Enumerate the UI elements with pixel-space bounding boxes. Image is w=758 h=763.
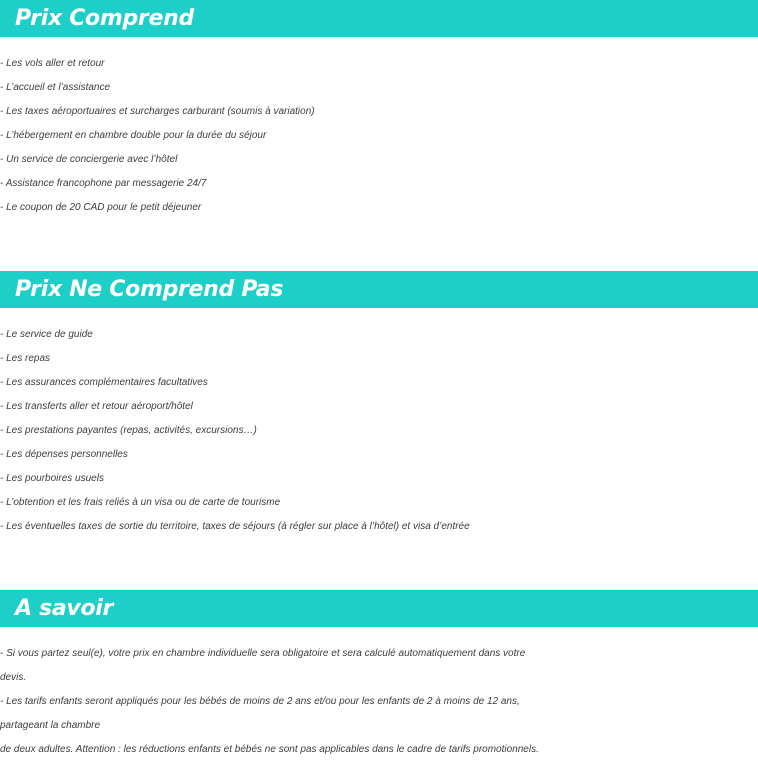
- info-line: - Si vous partez seul(e), votre prix en chambre individuelle sera obligatoire et sera calculé automatiquement dans votre: [0, 648, 526, 659]
- info-line: partageant la chambre: [0, 720, 101, 731]
- section-header-info: A savoir: [0, 590, 758, 627]
- section-header-excluded: Prix Ne Comprend Pas: [0, 271, 758, 308]
- list-item: - Les assurances complémentaires facultatives: [0, 377, 208, 388]
- list-item: - L’obtention et les frais reliés à un visa ou de carte de tourisme: [0, 497, 281, 508]
- info-line: de deux adultes. Attention : les réductions enfants et bébés ne sont pas applicables dans le cadre de tarifs promotionnels.: [0, 744, 539, 755]
- list-item: - Le service de guide: [0, 329, 93, 340]
- list-item: - Les taxes aéroportuaires et surcharges carburant (soumis à variation): [0, 106, 315, 117]
- info-paragraph: [0, 642, 758, 762]
- list-item: - Les éventuelles taxes de sortie du territoire, taxes de séjours (à régler sur place à l’hôtel) et visa d’entrée: [0, 521, 470, 532]
- excluded-list: [0, 323, 758, 539]
- list-item: - Les dépenses personnelles: [0, 449, 128, 460]
- list-item: - Les prestations payantes (repas, activités, excursions…): [0, 425, 257, 436]
- list-item: - Le coupon de 20 CAD pour le petit déjeuner: [0, 202, 202, 213]
- list-item: - L’hébergement en chambre double pour la durée du séjour: [0, 130, 267, 141]
- included-list: [0, 52, 758, 220]
- list-item: - Un service de conciergerie avec l’hôtel: [0, 154, 178, 165]
- list-item: - Les pourboires usuels: [0, 473, 104, 484]
- list-item: - L’accueil et l’assistance: [0, 82, 111, 93]
- list-item: - Assistance francophone par messagerie 24/7: [0, 178, 207, 189]
- info-line: devis.: [0, 672, 27, 683]
- section-header-included: Prix Comprend: [0, 0, 758, 37]
- list-item: - Les repas: [0, 353, 51, 364]
- info-line: - Les tarifs enfants seront appliqués pour les bébés de moins de 2 ans et/ou pour les enfants de 2 à moins de 12 ans,: [0, 696, 520, 707]
- list-item: - Les vols aller et retour: [0, 58, 105, 69]
- list-item: - Les transferts aller et retour aéroport/hôtel: [0, 401, 193, 412]
